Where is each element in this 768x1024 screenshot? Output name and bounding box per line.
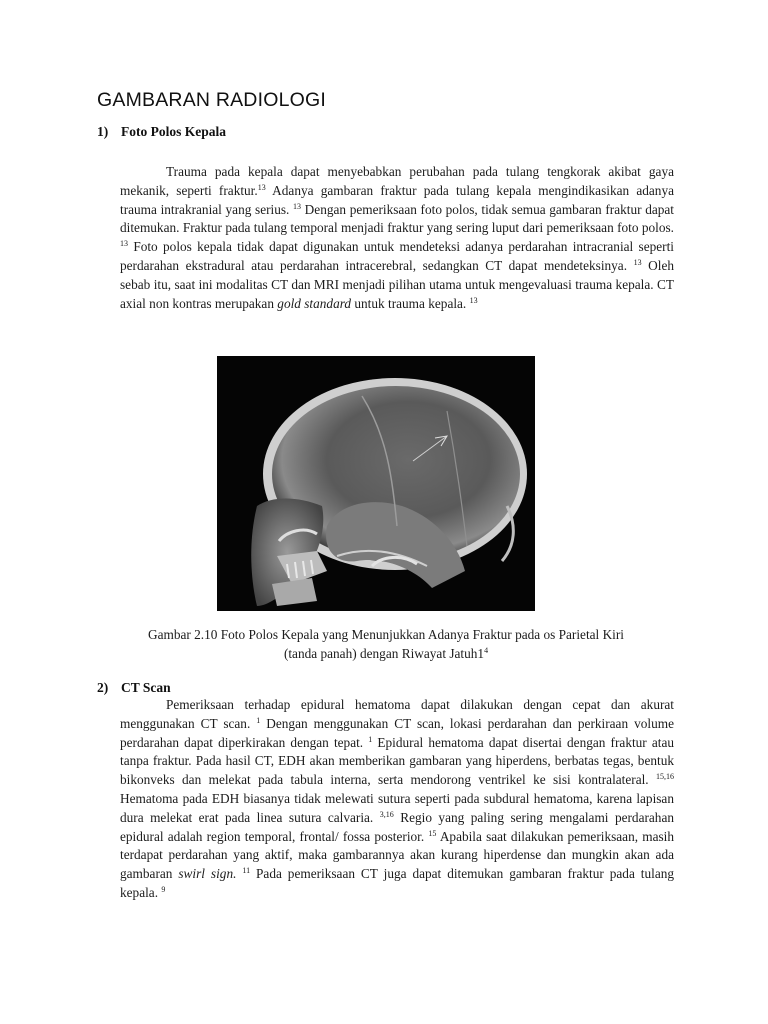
citation-ref: 4 bbox=[484, 645, 489, 655]
section-number: 1) bbox=[97, 124, 109, 139]
section-title: Foto Polos Kepala bbox=[121, 124, 226, 139]
caption-line: Gambar 2.10 Foto Polos Kepala yang Menunjukkan Adanya Fraktur pada os Parietal Kiri bbox=[147, 627, 624, 642]
paragraph-text: Pemeriksaan terhadap epidural hematoma dapat dilakukan dengan cepat dan akurat menggunakan CT scan. bbox=[120, 697, 674, 731]
section-heading-ct-scan bbox=[97, 680, 171, 696]
citation-ref: 13 bbox=[257, 182, 266, 192]
citation-ref: 15,16 bbox=[655, 772, 674, 782]
citation-ref: 1 bbox=[256, 715, 261, 725]
page-title: GAMBARAN RADIOLOGI bbox=[97, 89, 326, 111]
paragraph-ct-scan bbox=[120, 696, 674, 903]
citation-ref: 13 bbox=[293, 201, 302, 211]
section-heading-foto-polos bbox=[97, 124, 226, 140]
section-title: CT Scan bbox=[121, 680, 171, 695]
citation-ref: 13 bbox=[469, 295, 478, 305]
paragraph-text: Epidural hematoma dapat disertai dengan fraktur atau tanpa fraktur. Pada hasil CT, EDH akan memberikan gambaran yang hiperdens, berbatas tegas, bentuk bikonveks dan melekat pada tabula interna, serta mendorong ventrikel ke sisi kontralateral. bbox=[120, 734, 675, 788]
paragraph-text: Dengan pemeriksaan foto polos, tidak semua gambaran fraktur dapat ditemukan. Fraktur pada tulang temporal menjadi fraktur yang sering luput dari pemeriksaan foto polos. bbox=[120, 201, 674, 236]
emphasis-text: gold standard bbox=[277, 295, 352, 311]
skull-xray-image bbox=[217, 356, 535, 611]
citation-ref: 9 bbox=[161, 884, 166, 894]
section-number: 2) bbox=[97, 680, 109, 695]
citation-ref: 13 bbox=[120, 239, 128, 249]
citation-ref: 13 bbox=[633, 257, 642, 267]
paragraph-text: Adanya gambaran fraktur pada tulang kepala mengindikasikan adanya trauma intrakranial yang serius. bbox=[120, 182, 674, 217]
paragraph-text: Pada pemeriksaan CT juga dapat ditemukan gambaran fraktur pada tulang kepala. bbox=[120, 866, 675, 900]
caption-line bbox=[97, 645, 675, 664]
paragraph-text: Apabila saat dilakukan pemeriksaan, masih terdapat perdarahan yang aktif, maka gambarannya akan kurang hiperdense dan mungkin akan ada gambaran bbox=[120, 828, 674, 882]
citation-ref: 3,16 bbox=[379, 809, 394, 819]
skull-xray-drawing bbox=[217, 356, 535, 611]
figure-caption bbox=[97, 626, 675, 663]
paragraph-text: Regio yang paling sering mengalami perdarahan epidural adalah region temporal, frontal/ fossa posterior. bbox=[120, 809, 674, 844]
paragraph-text: untuk trauma kepala. bbox=[351, 295, 467, 311]
paragraph-text: Oleh sebab itu, saat ini modalitas CT dan MRI menjadi pilihan utama untuk mengevaluasi trauma kepala. CT axial non kontras merupakan bbox=[120, 257, 674, 311]
paragraph-text: Dengan menggunakan CT scan, lokasi perdarahan dan perkiraan volume perdarahan dapat diperkirakan dengan tepat. bbox=[120, 715, 674, 750]
paragraph-text: Foto polos kepala tidak dapat digunakan untuk mendeteksi adanya perdarahan intracranial seperti perdarahan ekstradural atau perdarahan intracerebral, sedangkan CT dapat mendeteksinya. bbox=[120, 239, 674, 273]
citation-ref: 15 bbox=[428, 828, 437, 838]
citation-ref: 1 bbox=[368, 734, 373, 744]
paragraph-text: Hematoma pada EDH biasanya tidak melewati sutura seperti pada subdural hematoma, karena lapisan dura melekat erat pada linea sutura calvaria. bbox=[120, 790, 674, 825]
paragraph-foto-polos bbox=[120, 163, 674, 313]
emphasis-text: swirl sign. bbox=[178, 866, 237, 882]
paragraph-text: Trauma pada kepala dapat menyebabkan perubahan pada tulang tengkorak akibat gaya mekanik, seperti fraktur. bbox=[120, 164, 674, 198]
citation-ref: 11 bbox=[242, 866, 251, 876]
caption-text: (tanda panah) dengan Riwayat Jatuh1 bbox=[283, 645, 485, 661]
